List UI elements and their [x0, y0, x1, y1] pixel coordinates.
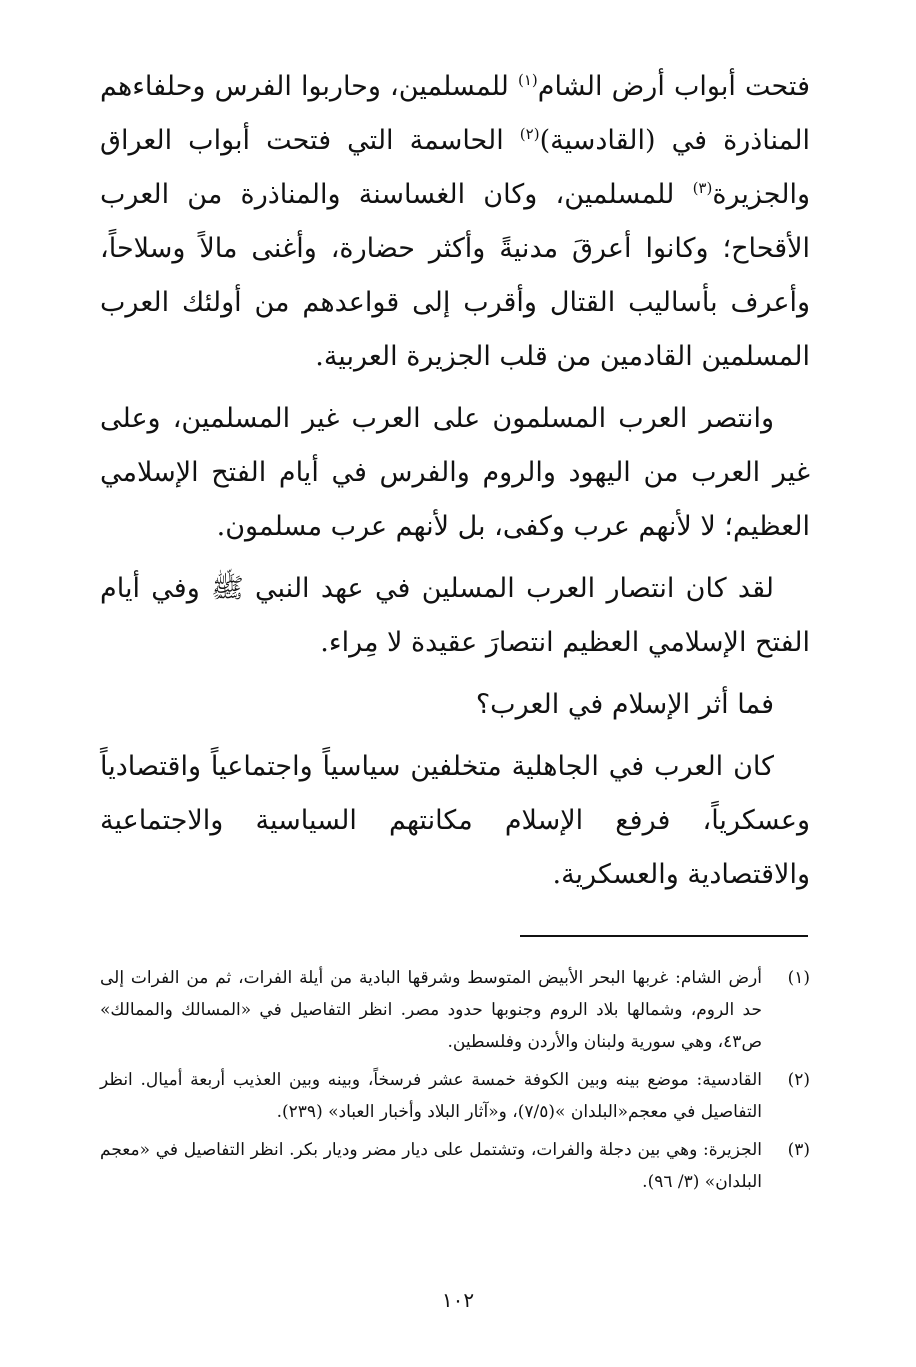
paragraph-4-question: فما أثر الإسلام في العرب؟: [475, 689, 774, 720]
footnote-ref-2: (٢): [519, 125, 540, 143]
footnotes: [100, 962, 810, 1204]
footnote-3-number: (٣): [787, 1140, 810, 1160]
footnote-1-text: أرض الشام: غربها البحر الأبيض المتوسط وشرقها البادية من أيلة الفرات، ثم من الفرات إلى حد الروم، وشمالها بلاد الروم وجنوبها حدود مصر. انظر التفاصيل في «المسالك والممالك» ص٤٣، وهي سورية ولبنان والأردن وفلسطين.: [100, 968, 762, 1052]
footnote-1-number: (١): [787, 968, 810, 988]
footnote-ref-1: (١): [518, 71, 538, 89]
footnote-ref-3: (٣): [692, 179, 713, 197]
footnote-2-text: القادسية: موضع بينه وبين الكوفة خمسة عشر فرسخاً، وبينه وبين العذيب أربعة أميال. انظر التفاصيل في معجم«البلدان »(٧/٥)، و«آثار البلاد وأخبار العباد» (٢٣٩).: [100, 1070, 762, 1122]
paragraph-1-segment-3: الحاسمة التي فتحت أبواب العراق والجزيرة: [100, 125, 810, 210]
footnote-2: [100, 1064, 810, 1128]
footnote-separator: [520, 935, 808, 937]
paragraph-1: [100, 60, 810, 384]
paragraph-1-segment-1: فتحت أبواب أرض الشام: [537, 71, 810, 102]
paragraph-5: كان العرب في الجاهلية متخلفين سياسياً واجتماعياً واقتصادياً وعسكرياً، فرفع الإسلام مكانتهم السياسية والاجتماعية والاقتصادية والعسكرية.: [100, 751, 810, 890]
footnote-3: [100, 1134, 810, 1198]
paragraph-1-segment-4: للمسلمين، وكان الغساسنة والمناذرة من العرب الأقحاح؛ وكانوا أعرقَ مدنيةً وأكثر حضارة، وأغنى مالاً وسلاحاً، وأعرف بأساليب القتال وأقرب إلى قواعدهم من أولئك العرب المسلمين القادمين من قلب الجزيرة العربية.: [100, 179, 810, 372]
footnote-2-number: (٢): [787, 1070, 810, 1090]
paragraph-3: لقد كان انتصار العرب المسلين في عهد النبي ﷺ وفي أيام الفتح الإسلامي العظيم انتصارَ عقيدة لا مِراء.: [100, 573, 810, 658]
paragraph-2: وانتصر العرب المسلمون على العرب غير المسلمين، وعلى غير العرب من اليهود والروم والفرس في أيام الفتح الإسلامي العظيم؛ لا لأنهم عرب وكفى، بل لأنهم عرب مسلمون.: [100, 403, 810, 542]
paragraph-1-segment-2: للمسلمين، وحاربوا الفرس وحلفاءهم المناذرة في (القادسية): [100, 71, 810, 156]
page-number: ١٠٢: [441, 1288, 475, 1312]
footnote-1: [100, 962, 810, 1058]
footnote-3-text: الجزيرة: وهي بين دجلة والفرات، وتشتمل على ديار مضر وديار بكر. انظر التفاصيل في «معجم البلدان» (٣/ ٩٦).: [100, 1140, 762, 1192]
main-text: [100, 60, 810, 910]
